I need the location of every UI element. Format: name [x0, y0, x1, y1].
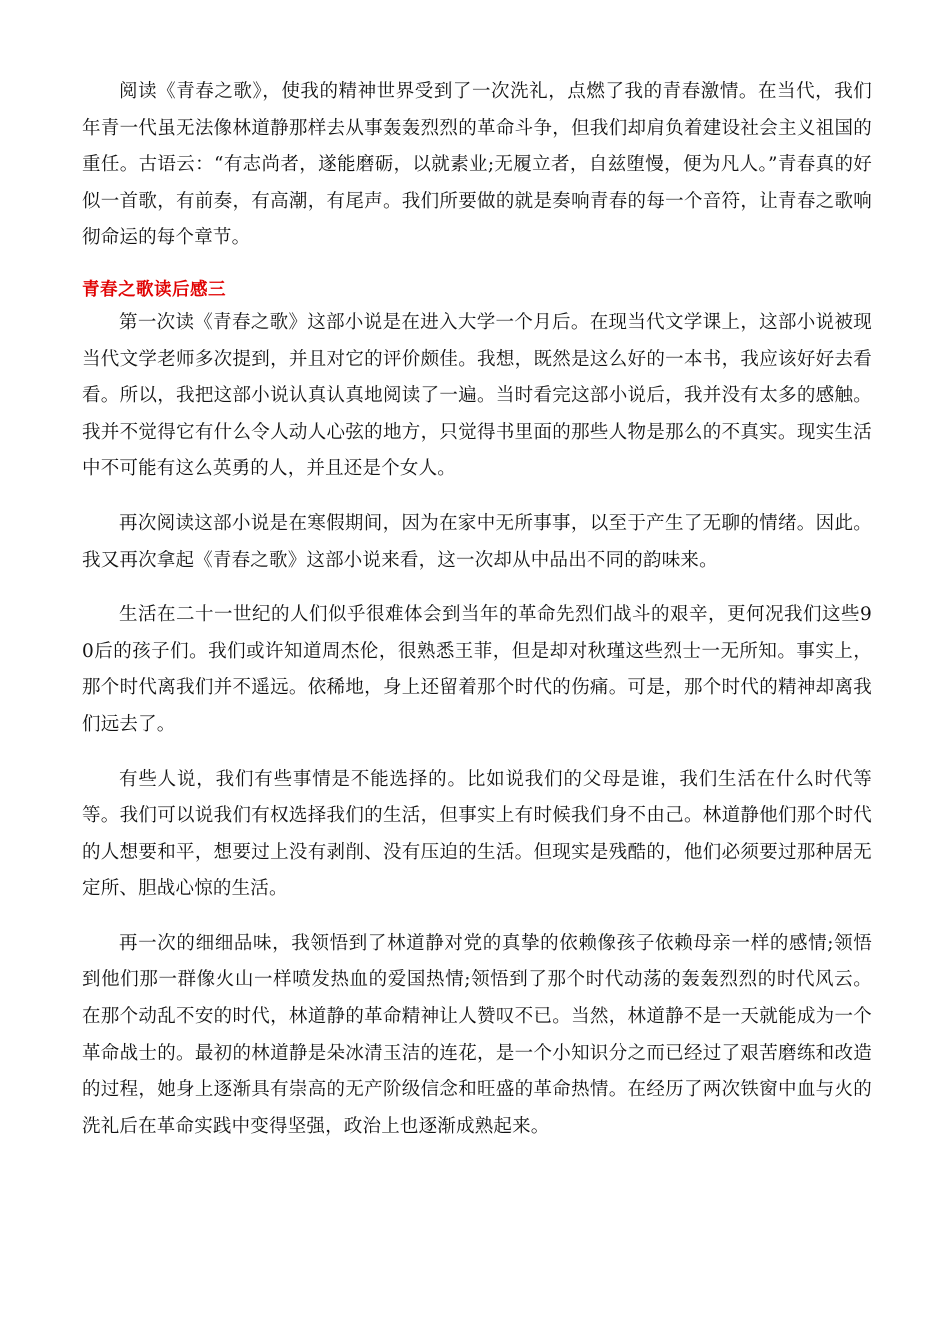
document-page	[82, 74, 872, 1145]
paragraph-3: 生活在二十一世纪的人们似乎很难体会到当年的革命先烈们战斗的艰辛，更何况我们这些90后的孩子们。我们或许知道周杰伦，很熟悉王菲，但是却对秋瑾这些烈士一无所知。事实上，那个时代离我们并不遥远。依稀地，身上还留着那个时代的伤痛。可是，那个时代的精神却离我们远去了。	[82, 604, 872, 735]
intro-paragraph: 阅读《青春之歌》，使我的精神世界受到了一次洗礼，点燃了我的青春激情。在当代，我们年青一代虽无法像林道静那样去从事轰轰烈烈的革命斗争，但我们却肩负着建设社会主义祖国的重任。古语云：“有志尚者，遂能磨砺，以就素业;无履立者，自兹堕慢，便为凡人。”青春真的好似一首歌，有前奏，有高潮，有尾声。我们所要做的就是奏响青春的每一个音符，让青春之歌响彻命运的每个章节。	[82, 81, 872, 249]
section-title: 青春之歌读后感三	[82, 279, 226, 300]
spacer	[82, 488, 872, 506]
paragraph-1: 第一次读《青春之歌》这部小说是在进入大学一个月后。在现当代文学课上，这部小说被现当代文学老师多次提到，并且对它的评价颇佳。我想，既然是这么好的一本书，我应该好好去看看。所以，我把这部小说认真认真地阅读了一遍。当时看完这部小说后，我并没有太多的感触。我并不觉得它有什么令人动人心弦的地方，只觉得书里面的那些人物是那么的不真实。现实生活中不可能有这么英勇的人，并且还是个女人。	[82, 311, 872, 480]
spacer	[82, 579, 872, 597]
paragraph-5: 再一次的细细品味，我领悟到了林道静对党的真挚的依赖像孩子依赖母亲一样的感情;领悟到他们那一群像火山一样喷发热血的爱国热情;领悟到了那个时代动荡的轰轰烈烈的时代风云。在那个动乱不安的时代，林道静的革命精神让人赞叹不已。当然，林道静不是一天就能成为一个革命战士的。最初的林道静是朵冰清玉洁的连花，是一个小知识分之而已经过了艰苦磨练和改造的过程，她身上逐渐具有崇高的无产阶级信念和旺盛的革命热情。在经历了两次铁窗中血与火的洗礼后在革命实践中变得坚强，政治上也逐渐成熟起来。	[82, 932, 872, 1137]
paragraph-4: 有些人说，我们有些事情是不能选择的。比如说我们的父母是谁，我们生活在什么时代等等。我们可以说我们有权选择我们的生活，但事实上有时候我们身不由己。林道静他们那个时代的人想要和平，想要过上没有剥削、没有压迫的生活。但现实是残酷的，他们必须要过那种居无定所、胆战心惊的生活。	[82, 768, 872, 900]
spacer	[82, 257, 872, 275]
spacer	[82, 744, 872, 762]
spacer	[82, 908, 872, 926]
paragraph-2: 再次阅读这部小说是在寒假期间，因为在家中无所事事，以至于产生了无聊的情绪。因此。我又再次拿起《青春之歌》这部小说来看，这一次却从中品出不同的韵味来。	[82, 512, 872, 571]
